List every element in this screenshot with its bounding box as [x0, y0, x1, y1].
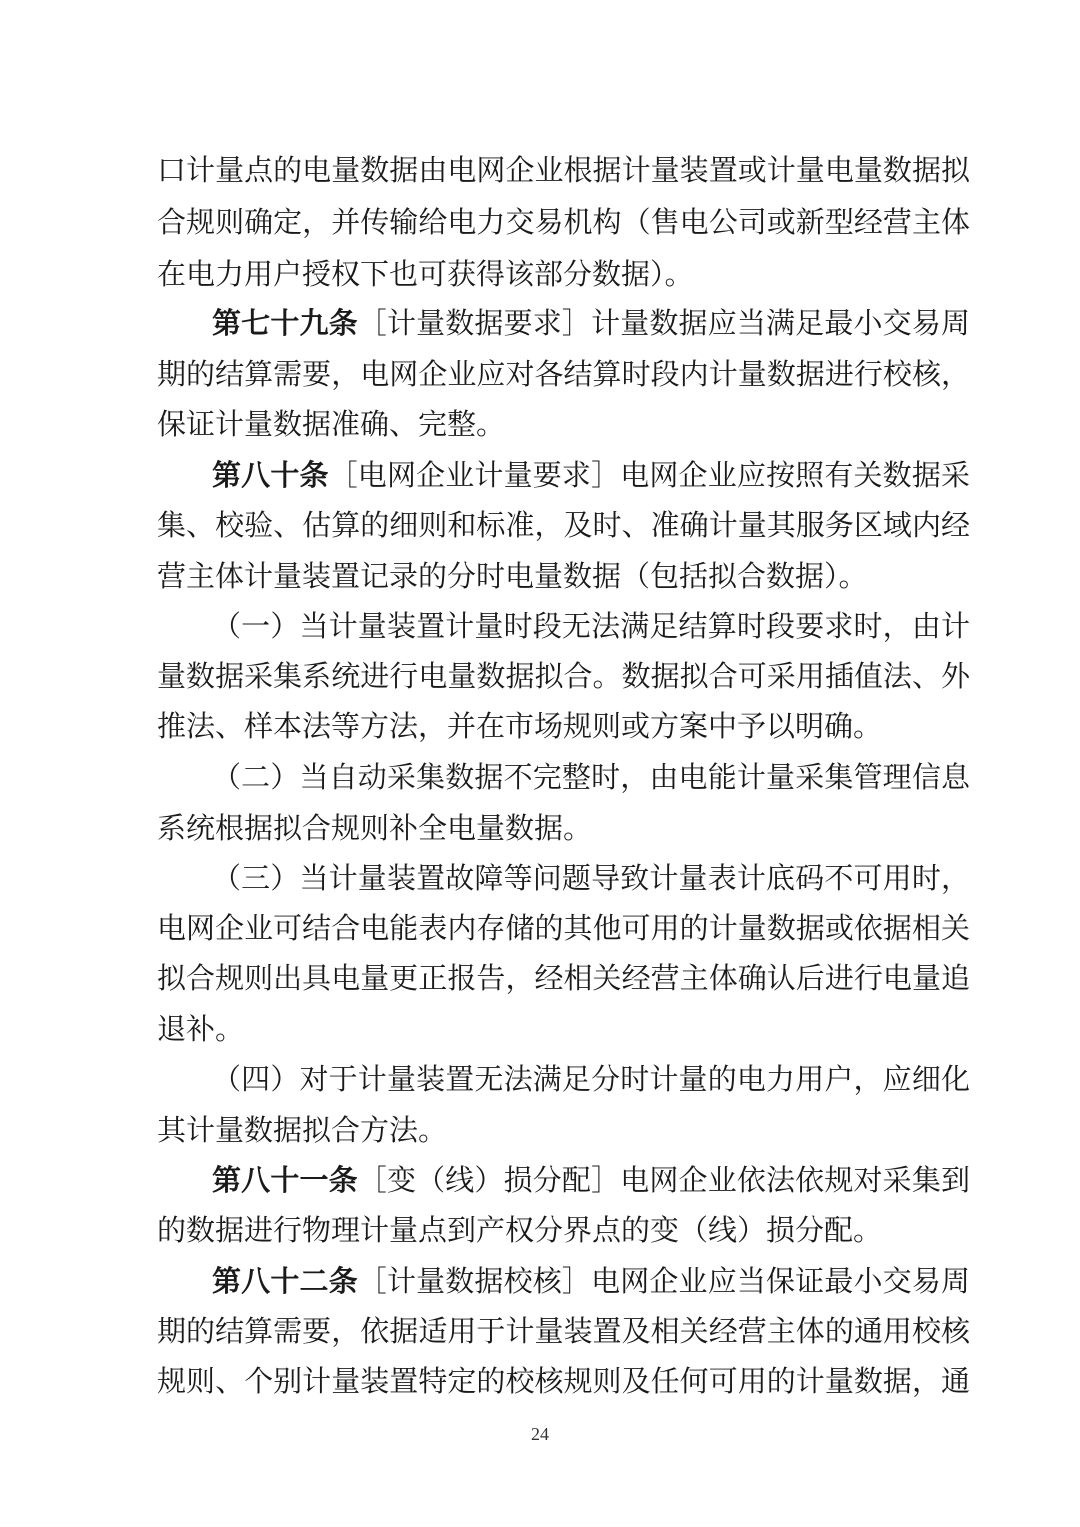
article-heading: 第八十条	[212, 458, 329, 492]
article-heading: 第八十一条	[212, 1163, 358, 1197]
text-line: 在电力用户授权下也可获得该部分数据）。	[157, 257, 694, 291]
article-80-first-line	[212, 455, 970, 497]
text-line: （二）当自动采集数据不完整时，由电能计量采集管理信息	[212, 760, 970, 794]
text-line: 的数据进行物理计量点到产权分界点的变（线）损分配。	[157, 1213, 883, 1247]
article-heading: 第七十九条	[212, 306, 358, 340]
text-line: 集、校验、估算的细则和标准，及时、准确计量其服务区域内经	[157, 508, 970, 542]
text-run: ［变（线）损分配］电网企业依法依规对采集到	[357, 1163, 970, 1197]
text-line: （四）对于计量装置无法满足分时计量的电力用户，应细化	[212, 1062, 970, 1096]
text-line: （三）当计量装置故障等问题导致计量表计底码不可用时，	[212, 861, 970, 895]
text-line: 退补。	[157, 1012, 245, 1046]
text-line: 推法、样本法等方法，并在市场规则或方案中予以明确。	[157, 709, 883, 743]
text-line: 量数据采集系统进行电量数据拟合。数据拟合可采用插值法、外	[157, 659, 970, 693]
page-number: 24	[531, 1424, 549, 1444]
article-81-first-line	[212, 1160, 970, 1202]
text-line: 系统根据拟合规则补全电量数据。	[157, 811, 593, 845]
text-run: ［计量数据要求］计量数据应当满足最小交易周	[357, 306, 970, 340]
text-line: 拟合规则出具电量更正报告，经相关经营主体确认后进行电量追	[157, 961, 970, 995]
text-line: 规则、个别计量装置特定的校核规则及任何可用的计量数据，通	[157, 1364, 970, 1398]
text-line: 期的结算需要，依据适用于计量装置及相关经营主体的通用校核	[157, 1314, 970, 1348]
article-heading: 第八十二条	[212, 1264, 358, 1298]
text-line: 营主体计量装置记录的分时电量数据（包括拟合数据）。	[157, 559, 868, 593]
text-run: ［计量数据校核］电网企业应当保证最小交易周	[357, 1264, 970, 1298]
article-79-first-line	[212, 303, 970, 345]
text-line: 其计量数据拟合方法。	[157, 1113, 448, 1147]
text-line: 电网企业可结合电能表内存储的其他可用的计量数据或依据相关	[157, 911, 970, 945]
text-line: 期的结算需要，电网企业应对各结算时段内计量数据进行校核，	[157, 357, 970, 391]
text-line: （一）当计量装置计量时段无法满足结算时段要求时，由计	[212, 609, 970, 643]
text-line: 保证计量数据准确、完整。	[157, 407, 506, 441]
text-line: 合规则确定，并传输给电力交易机构（售电公司或新型经营主体	[157, 205, 970, 239]
text-line: 口计量点的电量数据由电网企业根据计量装置或计量电量数据拟	[157, 153, 970, 187]
article-82-first-line	[212, 1261, 970, 1303]
text-run: ［电网企业计量要求］电网企业应按照有关数据采	[328, 458, 970, 492]
